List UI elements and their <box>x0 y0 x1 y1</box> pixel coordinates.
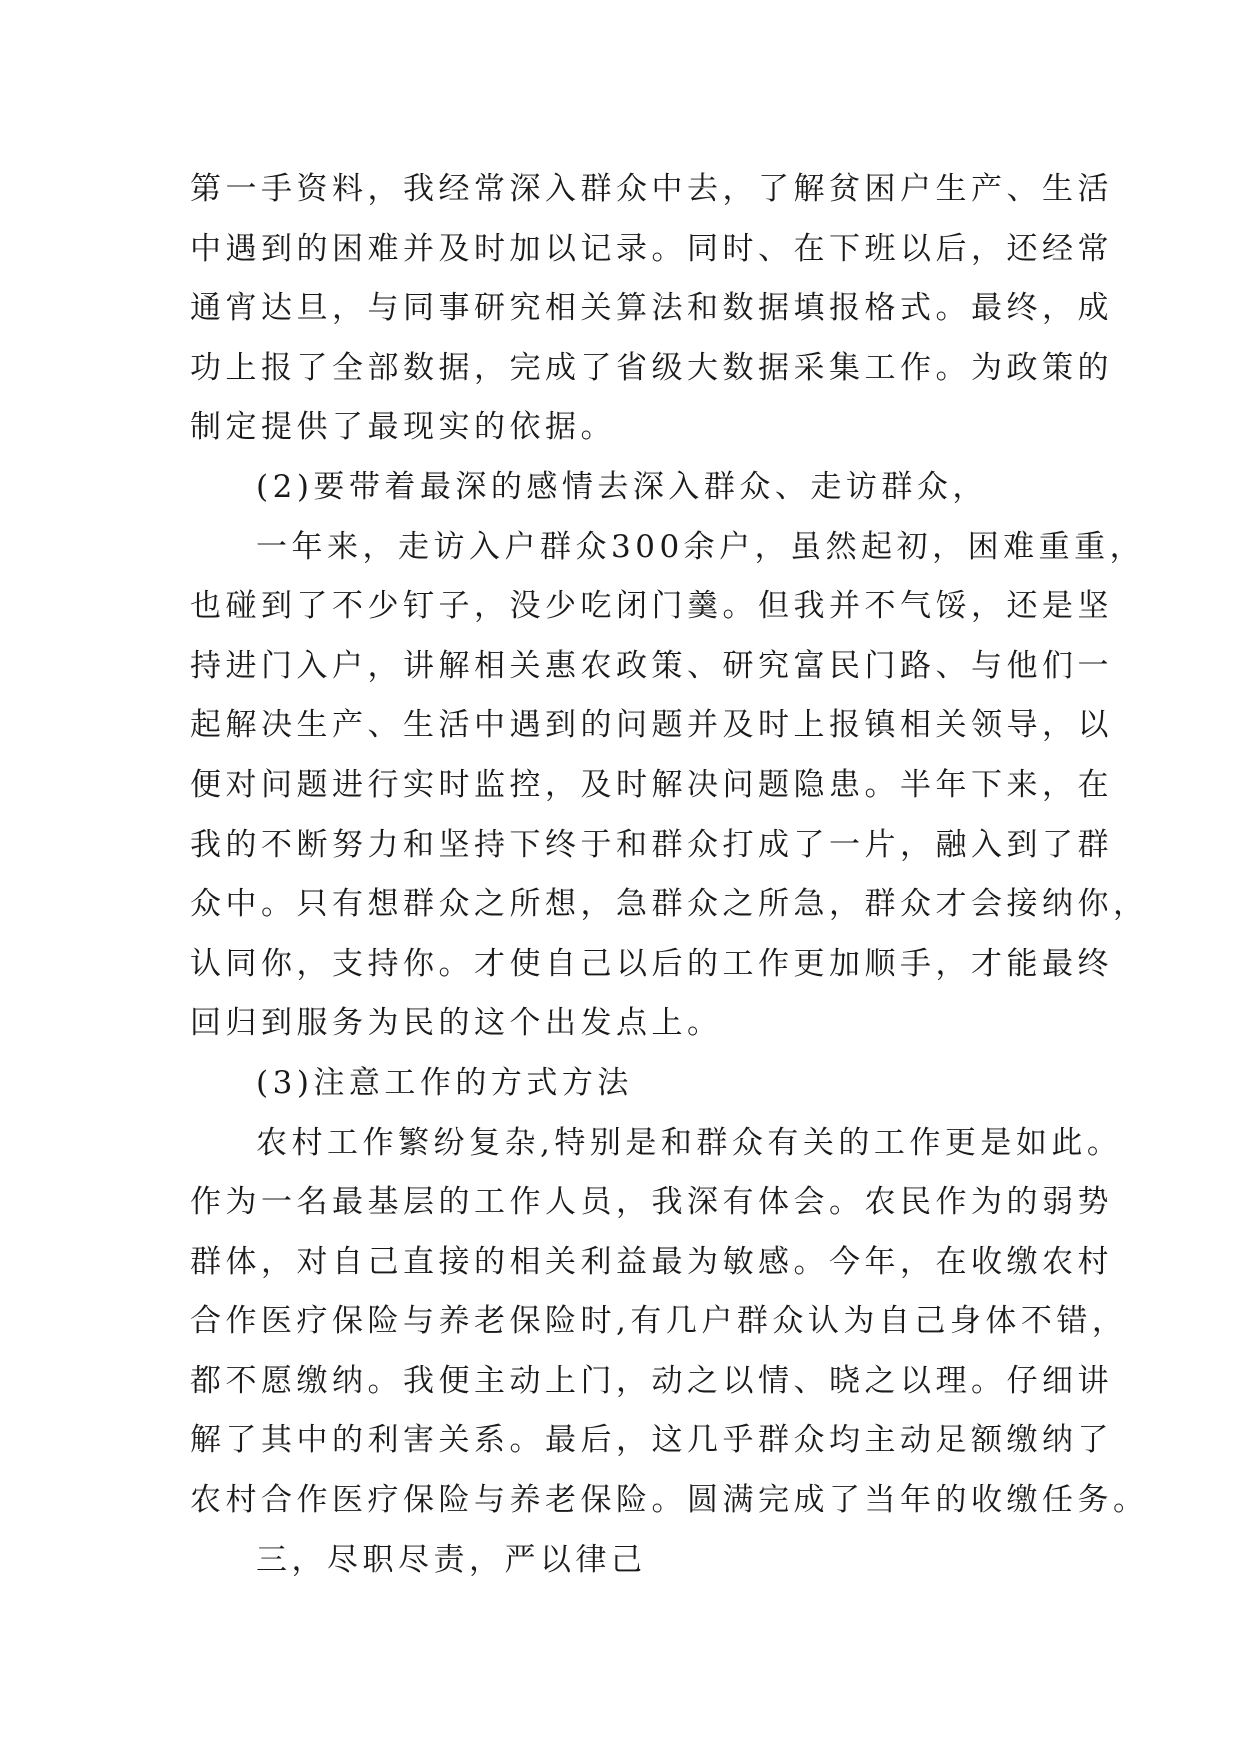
text-line: 解了其中的利害关系。最后，这几乎群众均主动足额缴纳了 <box>190 1422 1113 1459</box>
text-line: 起解决生产、生活中遇到的问题并及时上报镇相关领导，以 <box>190 707 1113 744</box>
text-line: 便对问题进行实时监控，及时解决问题隐患。半年下来，在 <box>190 766 1113 803</box>
document-body <box>190 160 1149 1590</box>
text-line: 通宵达旦，与同事研究相关算法和数据填报格式。最终，成 <box>190 290 1113 327</box>
paragraph-first-line: 一年来，走访入户群众300余户，虽然起初，困难重重， <box>256 528 1146 565</box>
text-line: 农村合作医疗保险与养老保险。圆满完成了当年的收缴任务。 <box>190 1482 1149 1519</box>
text-line: 我的不断努力和坚持下终于和群众打成了一片，融入到了群 <box>190 826 1113 863</box>
text-line: 也碰到了不少钉子，没少吃闭门羹。但我并不气馁，还是坚 <box>190 588 1113 625</box>
text-line: 众中。只有想群众之所想，急群众之所急，群众才会接纳你， <box>190 886 1149 923</box>
paragraph-first-line: 农村工作繁纷复杂,特别是和群众有关的工作更是如此。 <box>256 1124 1123 1161</box>
text-line: 合作医疗保险与养老保险时,有几户群众认为自己身体不错， <box>190 1303 1128 1340</box>
text-line: 中遇到的困难并及时加以记录。同时、在下班以后，还经常 <box>190 230 1113 267</box>
text-line: 都不愿缴纳。我便主动上门，动之以情、晓之以理。仔细讲 <box>190 1362 1113 1399</box>
section-heading: 三，尽职尽责，严以律己 <box>256 1541 647 1578</box>
text-line: 制定提供了最现实的依据。 <box>190 409 616 446</box>
section-heading: (3)注意工作的方式方法 <box>256 1064 633 1101</box>
text-line: 认同你，支持你。才使自己以后的工作更加顺手，才能最终 <box>190 945 1113 982</box>
text-line: 功上报了全部数据，完成了省级大数据采集工作。为政策的 <box>190 349 1113 386</box>
text-line: 回归到服务为民的这个出发点上。 <box>190 1005 723 1042</box>
text-line: 第一手资料，我经常深入群众中去，了解贫困户生产、生活 <box>190 171 1113 207</box>
text-line: 群体，对自己直接的相关利益最为敏感。今年，在收缴农村 <box>190 1243 1113 1280</box>
text-line: 持进门入户，讲解相关惠农政策、研究富民门路、与他们一 <box>190 647 1113 684</box>
text-line: 作为一名最基层的工作人员，我深有体会。农民作为的弱势 <box>190 1184 1113 1221</box>
section-heading: (2)要带着最深的感情去深入群众、走访群众， <box>256 468 988 505</box>
